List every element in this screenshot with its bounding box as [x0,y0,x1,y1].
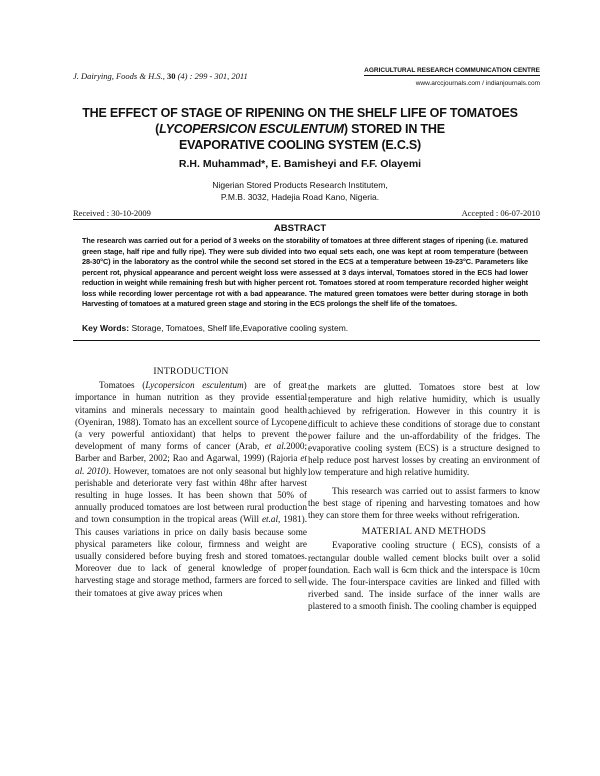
publisher-centre: AGRICULTURAL RESEARCH COMMUNICATION CENTRE [364,67,540,74]
keywords-text: Storage, Tomatoes, Shelf life,Evaporative cooling system. [131,323,349,333]
methods-paragraph-1: Evaporative cooling structure ( ECS), consists of a rectangular double walled cement blocks built over a solid foundation. Each wall is 6cm thick and the interspace is 10cm wide. The four-interspace cavities are linked and filled with riverbed sand. The inside surface of the inner walls are plastered to a smooth finish. The cooling chamber is equipped [308,540,540,612]
affiliation-line-2: P.M.B. 3032, Hadejia Road Kano, Nigeria. [220,192,380,202]
journal-name: J. Dairying, Foods & H.S., [73,71,165,81]
column-right [308,381,540,613]
title-line-1: THE EFFECT OF STAGE OF RIPENING ON THE SHELF LIFE OF TOMATOES [82,106,518,120]
title-line-3: EVAPORATIVE COOLING SYSTEM (E.C.S) [178,138,422,152]
keywords [82,323,532,333]
journal-issue-pages: (4) : 299 - 301, 2011 [177,71,248,81]
abstract-text: The research was carried out for a period of 3 weeks on the storability of tomatoes at three different stages of ripening (i.e. matured green stage, half ripe and fully ripe). They were sub divided into two equal sets each, one was kept at room temperature (between 28-30°C) in the laboratory as the control while the second set stored in the ECS at a temperature between 19-23°C. Parameters like percent rot, physical appearance and percent weight loss were assessed at 3 days interval, Tomatoes stored in the ECS had lower reduction in weight while remaining fresh but with higher percent rot. Tomatoes stored at room temperature recorded higher weight loss while recording lower percentage rot with a bad appearance. The matured green tomatoes were better during storage in both Harvesting of tomatoes at a matured green stage and storing in the ECS prolongs the shelf life of the tomatoes. [82,236,528,308]
affiliation [60,179,540,203]
column-left [75,366,307,599]
accepted-date: Accepted : 06-07-2010 [461,208,540,218]
keywords-label: Key Words: [82,323,130,333]
journal-citation [73,71,248,81]
title-line-2: (LYCOPERSICON ESCULENTUM) STORED IN THE [155,122,445,136]
paper-title [60,105,540,153]
introduction-heading: INTRODUCTION [153,367,229,377]
received-date: Received : 30-10-2009 [73,208,151,218]
divider-top [73,219,540,220]
authors: R.H. Muhammad*, E. Bamisheyi and F.F. Olayemi [178,158,422,170]
methods-heading: MATERIAL AND METHODS [361,527,487,538]
title-species: LYCOPERSICON ESCULENTUM [159,122,344,136]
divider-bottom [73,340,540,341]
introduction-paragraph-2: the markets are glutted. Tomatoes store best at low temperature and high relative humidity, which is usually achieved by refrigeration. However in this country it is difficult to achieve these conditions of storage due to constant power failure and the un-affordability of the fridges. The evaporative cooling system (ECS) is a structure designed to help reduce post harvest losses by creating an environment of low temperature and high relative humidity. [308,382,540,478]
introduction-paragraph-1: Tomatoes (Lycopersicon esculentum) are of great importance in human nutrition as they provide essential vitamins and minerals necessary to maintain good health (Oyeniran, 1988). Tomato has an excellent source of Lycopene (a very powerful antioxidant) that helps to prevent the development of many forms of cancer (Arab, et al.2000; Barber and Barber, 2002; Rao and Agarwal, 1999) (Rajoria et al. 2010). However, tomatoes are not only seasonal but highly perishable and deteriorate very fast within 48hr after harvest resulting in huge losses. It has been shown that 50% of annually produced tomatoes are lost between rural production and town consumption in the tropical areas (Will et.al, 1981). This causes variations in price on daily basis because some physical parameters like colour, firmness and weight are usually considered before buying fresh and stored tomatoes. Moreover due to lack of general knowledge of proper harvesting stage and storage method, farmers are forced to sell their tomatoes at give away prices when [75,380,308,598]
abstract-heading: ABSTRACT [273,223,327,234]
affiliation-line-1: Nigerian Stored Products Research Institutem, [212,180,388,190]
publisher-website: www.arccjournals.com / indianjournals.com [415,80,540,87]
introduction-paragraph-3: This research was carried out to assist farmers to know the best stage of ripening and harvesting tomatoes and how they can store them for three weeks without refrigeration. [308,485,540,521]
journal-volume: 30 [166,71,176,81]
